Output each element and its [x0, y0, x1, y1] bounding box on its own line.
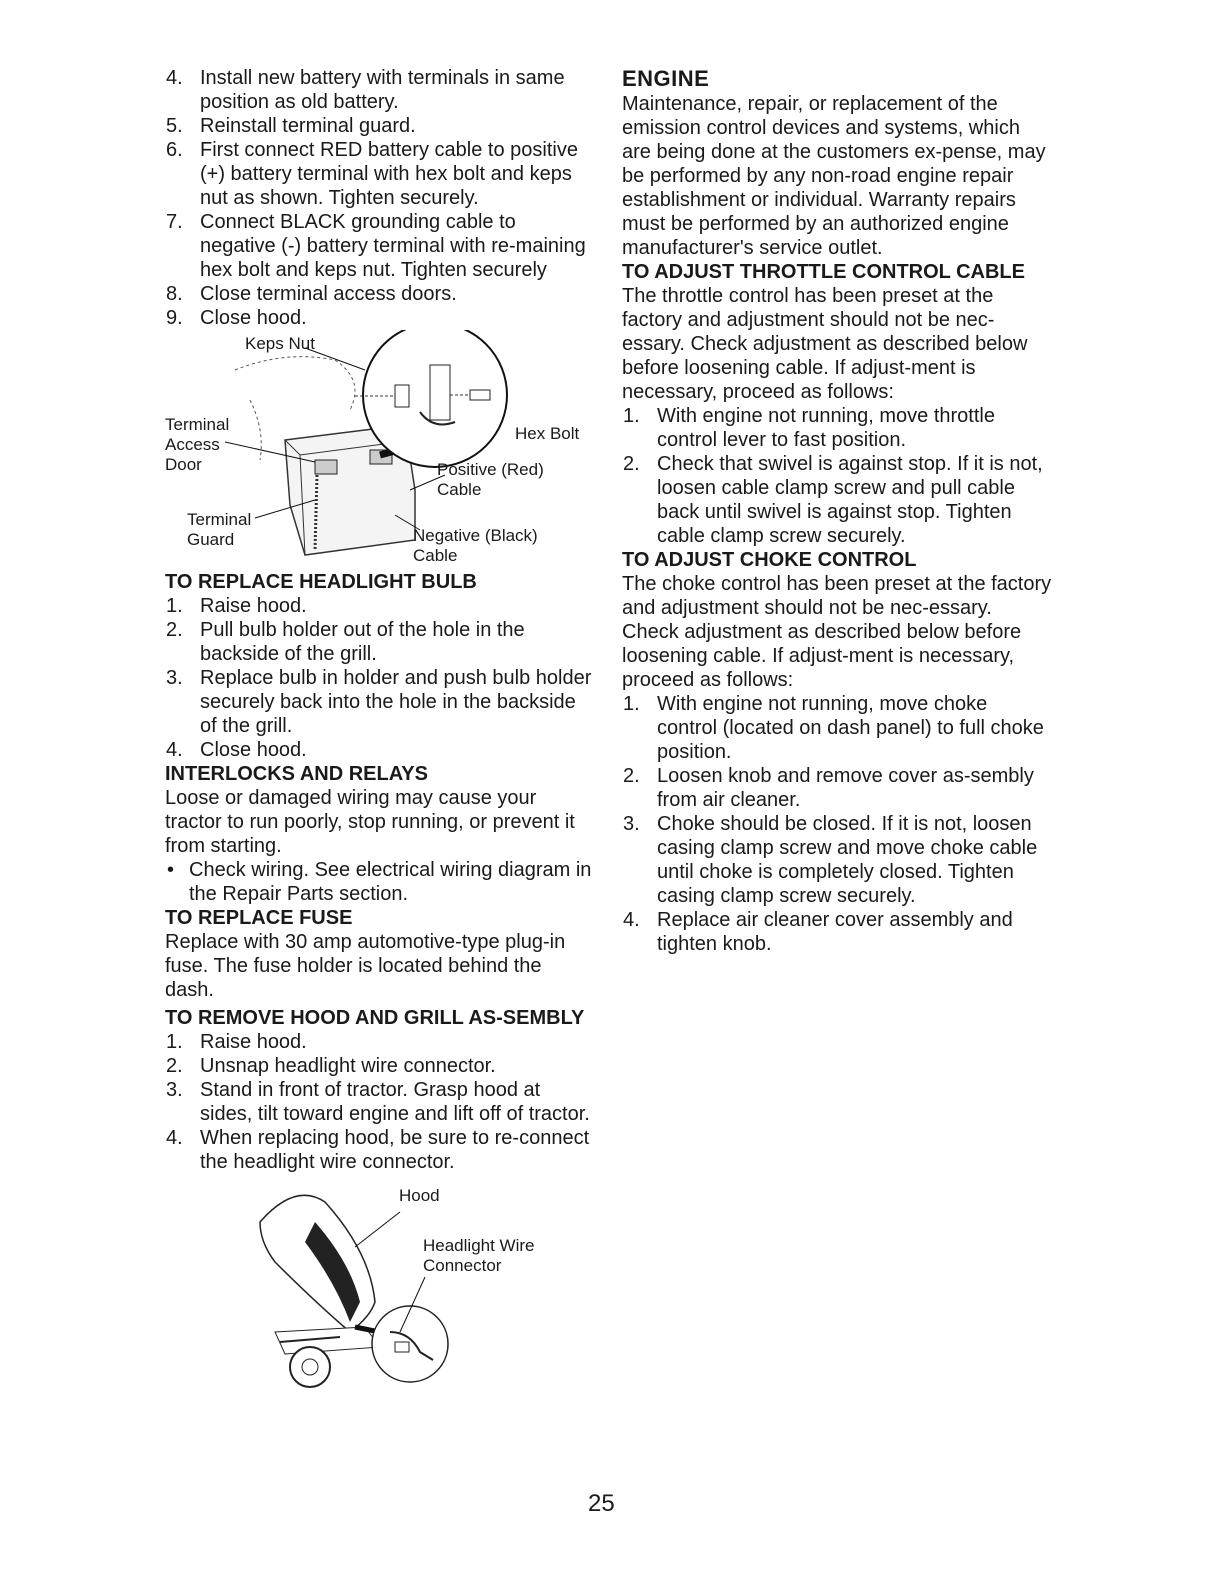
- list-item: [622, 812, 1052, 908]
- step-text: First connect RED battery cable to positive (+) battery terminal with hex bolt and keps nut as shown. Tighten securely.: [200, 139, 578, 209]
- step-number: 3.: [166, 1079, 183, 1101]
- step-number: 4.: [166, 67, 183, 89]
- step-text: Raise hood.: [200, 595, 307, 617]
- list-item: [622, 452, 1052, 548]
- step-text: Raise hood.: [200, 1031, 307, 1053]
- list-item: [165, 1078, 595, 1126]
- throttle-body: The throttle control has been preset at the factory and adjustment should not be nec-essary. Check adjustment as described below before loosening cable. If adjust-ment is necessary, proceed as follows:: [622, 285, 1028, 403]
- step-text: Check that swivel is against stop. If it is not, loosen cable clamp screw and pull cable back until swivel is against stop. Tighten cable clamp screw securely.: [657, 453, 1043, 547]
- list-item: [165, 594, 595, 618]
- step-text: With engine not running, move throttle control lever to fast position.: [657, 405, 995, 451]
- step-text: Pull bulb holder out of the hole in the backside of the grill.: [200, 619, 525, 665]
- step-number: 4.: [623, 909, 640, 931]
- list-item: [165, 858, 595, 906]
- step-number: 2.: [166, 619, 183, 641]
- headlight-heading: TO REPLACE HEADLIGHT BULB: [165, 571, 477, 593]
- positive-cable-label: Positive (Red) Cable: [437, 460, 544, 499]
- list-item: [165, 1054, 595, 1078]
- throttle-heading: TO ADJUST THROTTLE CONTROL CABLE: [622, 261, 1025, 283]
- hood-illustration: [165, 1182, 595, 1392]
- step-number: 9.: [166, 307, 183, 329]
- left-column: [165, 66, 595, 1392]
- interlocks-heading: INTERLOCKS AND RELAYS: [165, 763, 428, 785]
- hood-steps-list: [165, 1030, 595, 1174]
- hood-heading: TO REMOVE HOOD AND GRILL AS-SEMBLY: [165, 1007, 585, 1029]
- list-item: [165, 666, 595, 738]
- list-item: [622, 908, 1052, 956]
- fuse-body: Replace with 30 amp automotive-type plug-in fuse. The fuse holder is located behind the dash.: [165, 931, 566, 1001]
- step-number: 3.: [623, 813, 640, 835]
- step-number: 1.: [166, 595, 183, 617]
- headlight-steps-list: [165, 594, 595, 762]
- bullet-mark: •: [167, 859, 175, 881]
- right-column: [622, 66, 1052, 956]
- step-text: Loosen knob and remove cover as-sembly from air cleaner.: [657, 765, 1034, 811]
- step-number: 6.: [166, 139, 183, 161]
- step-number: 3.: [166, 667, 183, 689]
- headlight-wire-connector-label: Headlight Wire Connector: [423, 1236, 535, 1275]
- interlocks-bullet-list: [165, 858, 595, 906]
- list-item: [165, 114, 595, 138]
- step-number: 1.: [166, 1031, 183, 1053]
- engine-body: Maintenance, repair, or replacement of the emission control devices and systems, which are being done at the customers ex-pense, may be performed by any non-road engine repair establishment or individual. Warranty repairs must be performed by an authorized engine manufacturer's service outlet.: [622, 93, 1046, 259]
- choke-heading: TO ADJUST CHOKE CONTROL: [622, 549, 917, 571]
- list-item: [165, 306, 595, 330]
- step-number: 1.: [623, 405, 640, 427]
- step-number: 1.: [623, 693, 640, 715]
- step-text: Replace air cleaner cover assembly and tighten knob.: [657, 909, 1013, 955]
- step-text: Replace bulb in holder and push bulb holder securely back into the hole in the backside of the grill.: [200, 667, 592, 737]
- fuse-heading: TO REPLACE FUSE: [165, 907, 353, 929]
- step-number: 2.: [166, 1055, 183, 1077]
- hood-label: Hood: [399, 1186, 440, 1205]
- step-number: 4.: [166, 739, 183, 761]
- step-text: Install new battery with terminals in same position as old battery.: [200, 67, 565, 113]
- step-number: 2.: [623, 765, 640, 787]
- list-item: [622, 692, 1052, 764]
- choke-steps-list: [622, 692, 1052, 956]
- negative-cable-label: Negative (Black) Cable: [413, 526, 538, 565]
- list-item: [622, 404, 1052, 452]
- list-item: [165, 210, 595, 282]
- step-text: Connect BLACK grounding cable to negative (-) battery terminal with re-maining hex bolt and keps nut. Tighten securely: [200, 211, 586, 281]
- step-number: 5.: [166, 115, 183, 137]
- list-item: [165, 282, 595, 306]
- list-item: [165, 618, 595, 666]
- keps-nut-label: Keps Nut: [245, 334, 315, 353]
- bullet-text: Check wiring. See electrical wiring diagram in the Repair Parts section.: [189, 859, 592, 905]
- choke-body: The choke control has been preset at the factory and adjustment should not be nec-essary. Check adjustment as described below before loosening cable. If adjust-ment is necessary, proceed as follows:: [622, 573, 1052, 691]
- step-text: Close hood.: [200, 739, 307, 761]
- engine-heading: ENGINE: [622, 66, 710, 91]
- battery-terminal-figure: [165, 330, 595, 570]
- step-text: Close hood.: [200, 307, 307, 329]
- terminal-access-door-label: Terminal Access Door: [165, 415, 230, 474]
- page-number: 25: [588, 1490, 615, 1517]
- step-text: Unsnap headlight wire connector.: [200, 1055, 496, 1077]
- step-number: 2.: [623, 453, 640, 475]
- step-text: Choke should be closed. If it is not, loosen casing clamp screw and move choke cable until choke is completely closed. Tighten casing clamp screw securely.: [657, 813, 1038, 907]
- list-item: [165, 1126, 595, 1174]
- step-number: 4.: [166, 1127, 183, 1149]
- step-number: 7.: [166, 211, 183, 233]
- list-item: [165, 738, 595, 762]
- throttle-steps-list: [622, 404, 1052, 548]
- terminal-guard-label: Terminal Guard: [187, 510, 252, 549]
- list-item: [165, 138, 595, 210]
- step-text: Close terminal access doors.: [200, 283, 457, 305]
- hex-bolt-label: Hex Bolt: [515, 424, 580, 443]
- list-item: [165, 66, 595, 114]
- hood-connector-figure: [165, 1182, 595, 1392]
- step-text: Reinstall terminal guard.: [200, 115, 416, 137]
- step-text: Stand in front of tractor. Grasp hood at sides, tilt toward engine and lift off of tractor.: [200, 1079, 590, 1125]
- step-text: With engine not running, move choke control (located on dash panel) to full choke position.: [657, 693, 1044, 763]
- list-item: [165, 1030, 595, 1054]
- list-item: [622, 764, 1052, 812]
- battery-steps-list: [165, 66, 595, 330]
- step-number: 8.: [166, 283, 183, 305]
- step-text: When replacing hood, be sure to re-connect the headlight wire connector.: [200, 1127, 590, 1173]
- interlocks-body: Loose or damaged wiring may cause your tractor to run poorly, stop running, or prevent it from starting.: [165, 787, 575, 857]
